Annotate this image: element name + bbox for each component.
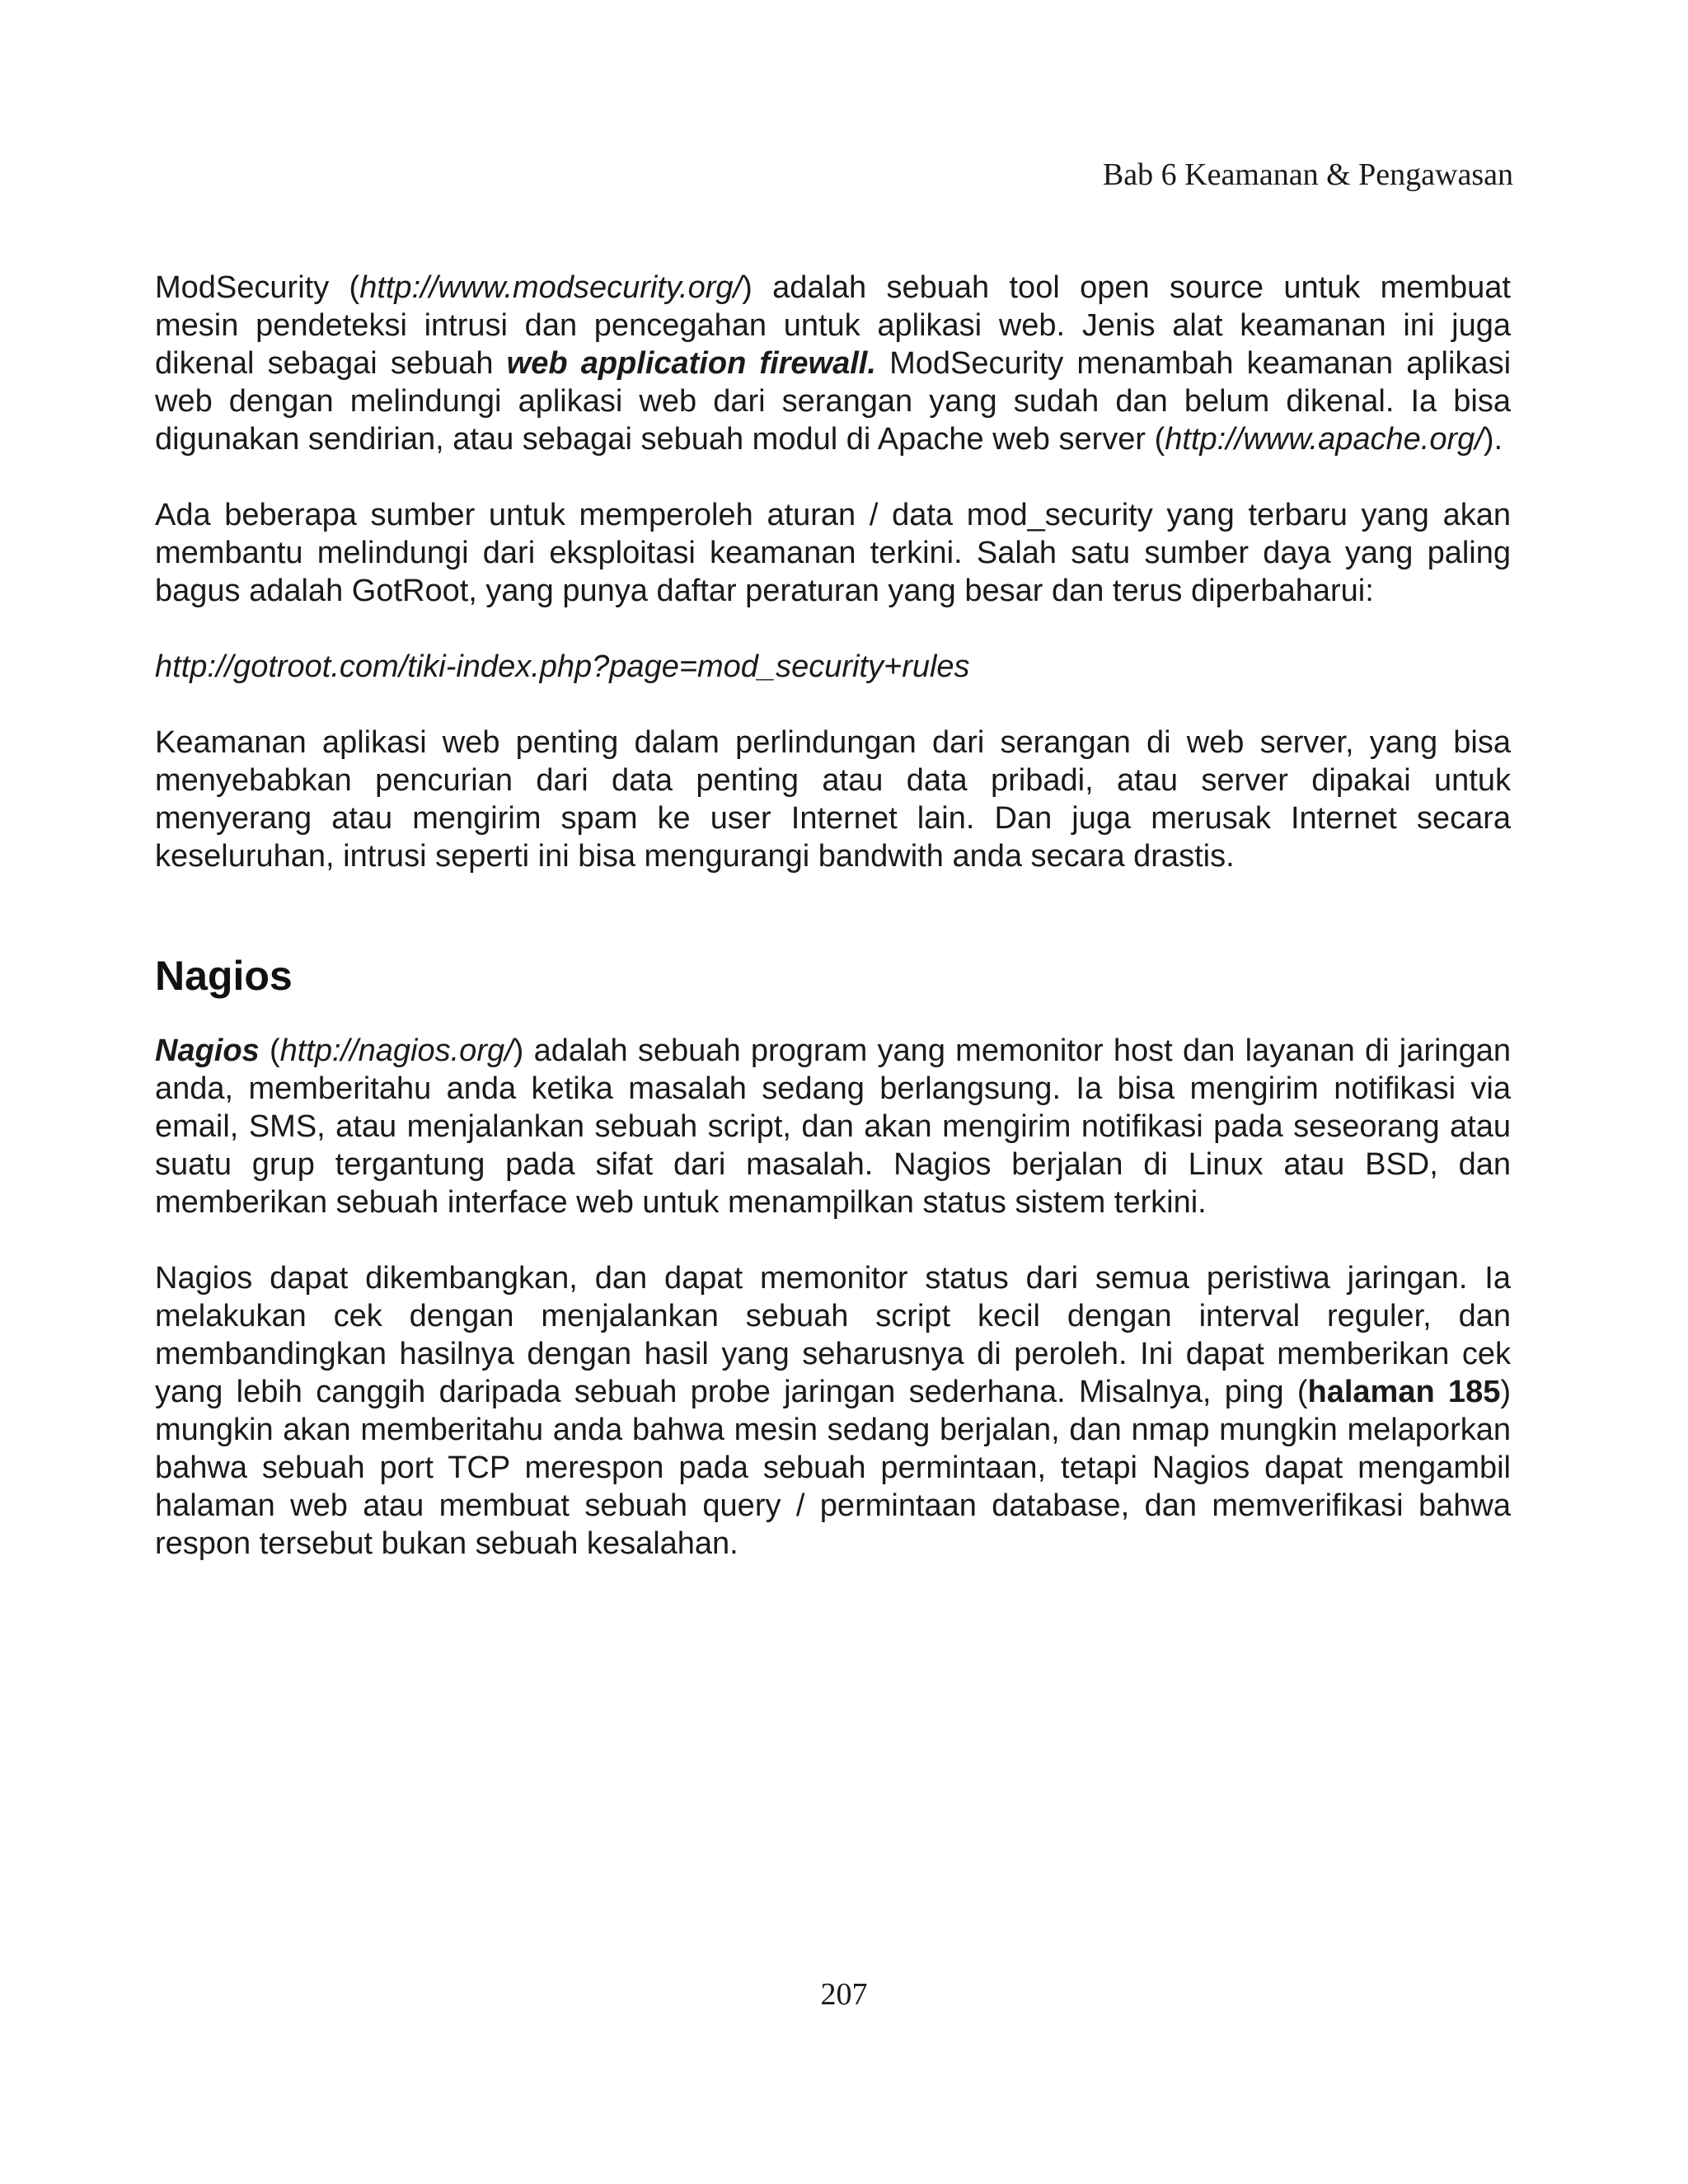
apache-url: http://www.apache.org/: [1165, 422, 1484, 457]
nagios-paragraph-1: Nagios (http://nagios.org/) adalah sebuah program yang memonitor host dan layanan di jaringan anda, memberitahu anda ketika masalah sedang berlangsung. Ia bisa mengirim notifikasi via email, SMS, atau menjalankan sebuah script, dan akan mengirim notifikasi pada seseorang atau suatu grup tergantung pada sifat dari masalah. Nagios berjalan di Linux atau BSD, dan memberikan sebuah interface web untuk menampilkan status sistem terkini.: [155, 1033, 1511, 1220]
gotroot-rules-url: http://gotroot.com/tiki-index.php?page=mod_security+rules: [155, 649, 970, 684]
modsecurity-paragraph-1: ModSecurity (http://www.modsecurity.org/) adalah sebuah tool open source untuk membuat mesin pendeteksi intrusi dan pencegahan untuk aplikasi web. Jenis alat keamanan ini juga dikenal sebagai sebuah web application firewall. ModSecurity menambah keamanan aplikasi web dengan melindungi aplikasi web dari serangan yang sudah dan belum dikenal. Ia bisa digunakan sendirian, atau sebagai sebuah modul di Apache web server (http://www.apache.org/).: [155, 270, 1512, 457]
waf-emphasis: web application firewall.: [506, 346, 876, 381]
nagios-heading: Nagios: [155, 953, 293, 999]
modsecurity-paragraph-2: Ada beberapa sumber untuk memperoleh aturan / data mod_security yang terbaru yang akan membantu melindungi dari eksploitasi keamanan terkini. Salah satu sumber daya yang paling bagus adalah GotRoot, yang punya daftar peraturan yang besar dan terus diperbaharui:: [155, 498, 1511, 608]
page-content: [155, 269, 1511, 1601]
nagios-paragraph-2: Nagios dapat dikembangkan, dan dapat memonitor status dari semua peristiwa jaringan. Ia melakukan cek dengan menjalankan sebuah script kecil dengan interval reguler, dan membandingkan hasilnya dengan hasil yang seharusnya di peroleh. Ini dapat memberikan cek yang lebih canggih daripada sebuah probe jaringan sederhana. Misalnya, ping (halaman 185) mungkin akan memberitahu anda bahwa mesin sedang berjalan, dan nmap mungkin melaporkan bahwa sebuah port TCP merespon pada sebuah permintaan, tetapi Nagios dapat mengambil halaman web atau membuat sebuah query / permintaan database, dan memverifikasi bahwa respon tersebut bukan sebuah kesalahan.: [155, 1261, 1511, 1561]
nagios-text-1: adalah sebuah program yang memonitor host dan layanan di jaringan anda, memberitahu anda ketika masalah sedang berlangsung. Ia bisa mengirim notifikasi via email, SMS, atau menjalankan sebuah script, dan akan mengirim notifikasi pada seseorang atau suatu grup tergantung pada sifat dari masalah. Nagios berjalan di Linux atau BSD, dan memberikan sebuah interface web untuk menampilkan status sistem terkini.: [155, 1033, 1511, 1220]
running-header: Bab 6 Keamanan & Pengawasan: [1102, 157, 1513, 192]
nagios-url: http://nagios.org/: [279, 1033, 513, 1068]
nagios-text-2a: Nagios dapat dikembangkan, dan dapat memonitor status dari semua peristiwa jaringan. Ia melakukan cek dengan menjalankan sebuah script kecil dengan interval reguler, dan membandingkan hasilnya dengan hasil yang seharusnya di peroleh. Ini dapat memberikan cek yang lebih canggih daripada sebuah probe jaringan sederhana. Misalnya, ping: [155, 1261, 1511, 1409]
page-number: 207: [820, 1977, 868, 2012]
modsecurity-name: ModSecurity: [155, 270, 330, 305]
modsecurity-paragraph-3: Keamanan aplikasi web penting dalam perlindungan dari serangan di web server, yang bisa menyebabkan pencurian dari data penting atau data pribadi, atau server dipakai untuk menyerang atau mengirim spam ke user Internet lain. Dan juga merusak Internet secara keseluruhan, intrusi seperti ini bisa mengurangi bandwith anda secara drastis.: [155, 725, 1511, 874]
nagios-name: Nagios: [155, 1033, 260, 1068]
nagios-text-2b: mungkin akan memberitahu anda bahwa mesin sedang berjalan, dan nmap mungkin melaporkan bahwa sebuah port TCP merespon pada sebuah permintaan, tetapi Nagios dapat mengambil halaman web atau membuat sebuah query / permintaan database, dan memverifikasi bahwa respon tersebut bukan sebuah kesalahan.: [155, 1413, 1511, 1561]
modsecurity-text-a: adalah sebuah tool open source untuk membuat mesin pendeteksi intrusi dan pencegahan untuk aplikasi web. Jenis alat keamanan ini juga dikenal sebagai sebuah: [155, 270, 1511, 381]
modsecurity-text-b: ModSecurity menambah keamanan aplikasi web dengan melindungi aplikasi web dari serangan yang sudah dan belum dikenal. Ia bisa digunakan sendirian, atau sebagai sebuah modul di Apache web server: [155, 346, 1512, 457]
modsecurity-url: http://www.modsecurity.org/: [359, 270, 743, 305]
page-reference: halaman 185: [1307, 1375, 1501, 1409]
